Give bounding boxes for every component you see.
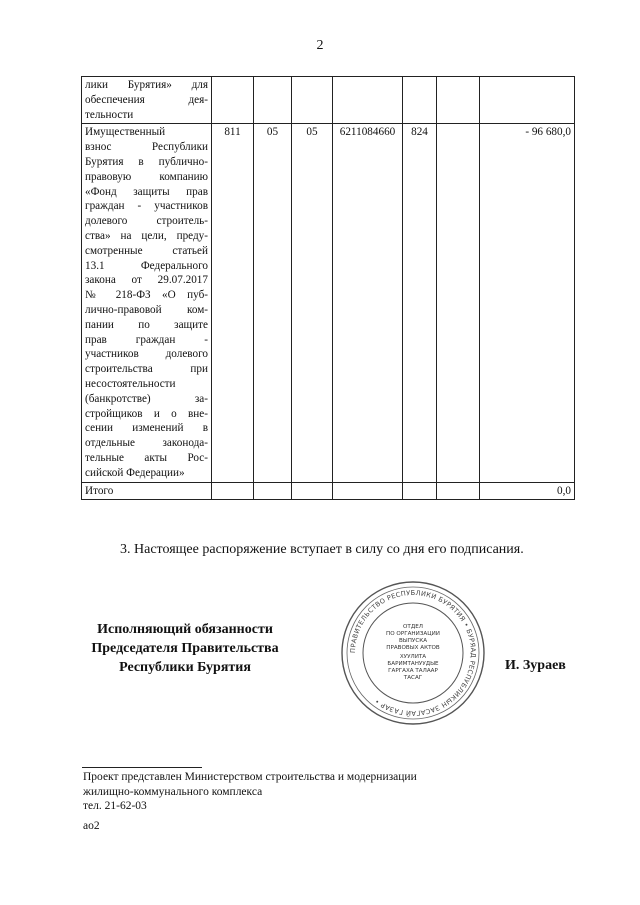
footnote-line: тел. 21-62-03 bbox=[83, 800, 147, 812]
table-row bbox=[82, 77, 575, 124]
description-line: № 218-ФЗ «О пуб- bbox=[85, 289, 208, 302]
footnote-line: Проект представлен Министерством строительства и модернизации bbox=[83, 771, 417, 783]
row-description bbox=[82, 482, 212, 500]
subsection-code: 05 bbox=[292, 124, 333, 482]
description-line: Имущественный bbox=[85, 126, 166, 139]
expense-type-code: 824 bbox=[403, 124, 437, 482]
description-line: граждан - участников bbox=[85, 200, 208, 213]
seal-center-line: ОТДЕЛ bbox=[403, 624, 423, 630]
amount-cell: 0,0 bbox=[480, 482, 575, 500]
subsection-code bbox=[292, 482, 333, 500]
description-line: несостоятельности bbox=[85, 377, 176, 390]
admin-code bbox=[212, 482, 254, 500]
subsection-code bbox=[292, 77, 333, 124]
extra-code bbox=[437, 124, 480, 482]
page-number: 2 bbox=[316, 38, 324, 53]
document-code: ао2 bbox=[83, 820, 100, 832]
description-line: стройщиков и о вне- bbox=[85, 407, 208, 420]
extra-code bbox=[437, 482, 480, 500]
extra-code bbox=[437, 77, 480, 124]
signatory-title-line: Исполняющий обязанности bbox=[97, 622, 273, 637]
description-line: долевого строитель- bbox=[85, 215, 208, 228]
description-line: ства» на цели, преду- bbox=[85, 229, 208, 242]
footnote-line: жилищно-коммунального комплекса bbox=[83, 785, 263, 798]
expense-type-code bbox=[403, 77, 437, 124]
table-row bbox=[82, 124, 575, 482]
official-seal bbox=[338, 578, 488, 728]
description-line: (банкротстве) за- bbox=[85, 392, 208, 405]
description-line: строительства при bbox=[85, 363, 208, 376]
description-line: «Фонд защиты прав bbox=[85, 185, 208, 198]
signatory-title bbox=[60, 620, 310, 677]
effective-clause: 3. Настоящее распоряжение вступает в силу со дня его подписания. bbox=[120, 542, 524, 557]
description-line: смотренные статьей bbox=[85, 244, 208, 257]
target-code bbox=[333, 482, 403, 500]
amount-cell: - 96 680,0 bbox=[480, 124, 575, 482]
table-row bbox=[82, 482, 575, 500]
description-line: отдельные законода- bbox=[85, 437, 208, 450]
description-line: 13.1 Федерального bbox=[85, 259, 208, 272]
seal-center-line: ТАСАГ bbox=[403, 675, 423, 681]
seal-center-line: ПО ОРГАНИЗАЦИИ bbox=[386, 631, 440, 637]
signatory-title-line: Республики Бурятия bbox=[119, 660, 251, 675]
seal-center-line: БАРИМТАНУУДЫЕ bbox=[387, 661, 439, 667]
footnote bbox=[83, 770, 417, 814]
description-line: прав граждан - bbox=[85, 333, 208, 346]
description-line: взнос Республики bbox=[85, 141, 208, 154]
description-line: закона от 29.07.2017 bbox=[85, 274, 208, 287]
description-line: тельные акты Рос- bbox=[85, 451, 208, 464]
description-line: Бурятия в публично- bbox=[85, 155, 208, 168]
description-line: правовую компанию bbox=[85, 170, 208, 183]
amount-cell bbox=[480, 77, 575, 124]
section-code: 05 bbox=[254, 124, 292, 482]
section-code bbox=[254, 482, 292, 500]
seal-center-line: ГАРГАХА ТАЛААР bbox=[388, 668, 438, 674]
description-line: участников долевого bbox=[85, 348, 208, 361]
signatory-name: И. Зураев bbox=[505, 658, 566, 673]
target-code: 6211084660 bbox=[333, 124, 403, 482]
footnote-divider bbox=[82, 767, 202, 768]
description-line: обеспечения дея- bbox=[85, 93, 208, 106]
description-line: сении изменений в bbox=[85, 422, 208, 435]
description-line: лики Бурятия» для bbox=[85, 79, 208, 91]
target-code bbox=[333, 77, 403, 124]
description-line: Итого bbox=[85, 484, 114, 497]
admin-code bbox=[212, 77, 254, 124]
seal-center-line: ХУУЛИТА bbox=[399, 654, 427, 660]
row-description bbox=[82, 124, 212, 482]
row-description bbox=[82, 77, 212, 124]
expense-type-code bbox=[403, 482, 437, 500]
seal-ring-text: ПРАВИТЕЛЬСТВО РЕСПУБЛИКИ БУРЯТИЯ • БУРЯАД РЕСПУБЛИКЫН ЗАСАГАЙ ГАЗАР • bbox=[348, 588, 478, 718]
seal-center-line: ПРАВОВЫХ АКТОВ bbox=[386, 645, 440, 651]
description-line: лично-правовой ком- bbox=[85, 303, 208, 316]
description-line: тельности bbox=[85, 108, 134, 121]
section-code bbox=[254, 77, 292, 124]
budget-table bbox=[81, 76, 575, 500]
signatory-title-line: Председателя Правительства bbox=[91, 641, 279, 656]
description-line: сийской Федерации» bbox=[85, 466, 185, 479]
admin-code: 811 bbox=[212, 124, 254, 482]
description-line: пании по защите bbox=[85, 318, 208, 331]
seal-center-line: ВЫПУСКА bbox=[398, 638, 428, 644]
